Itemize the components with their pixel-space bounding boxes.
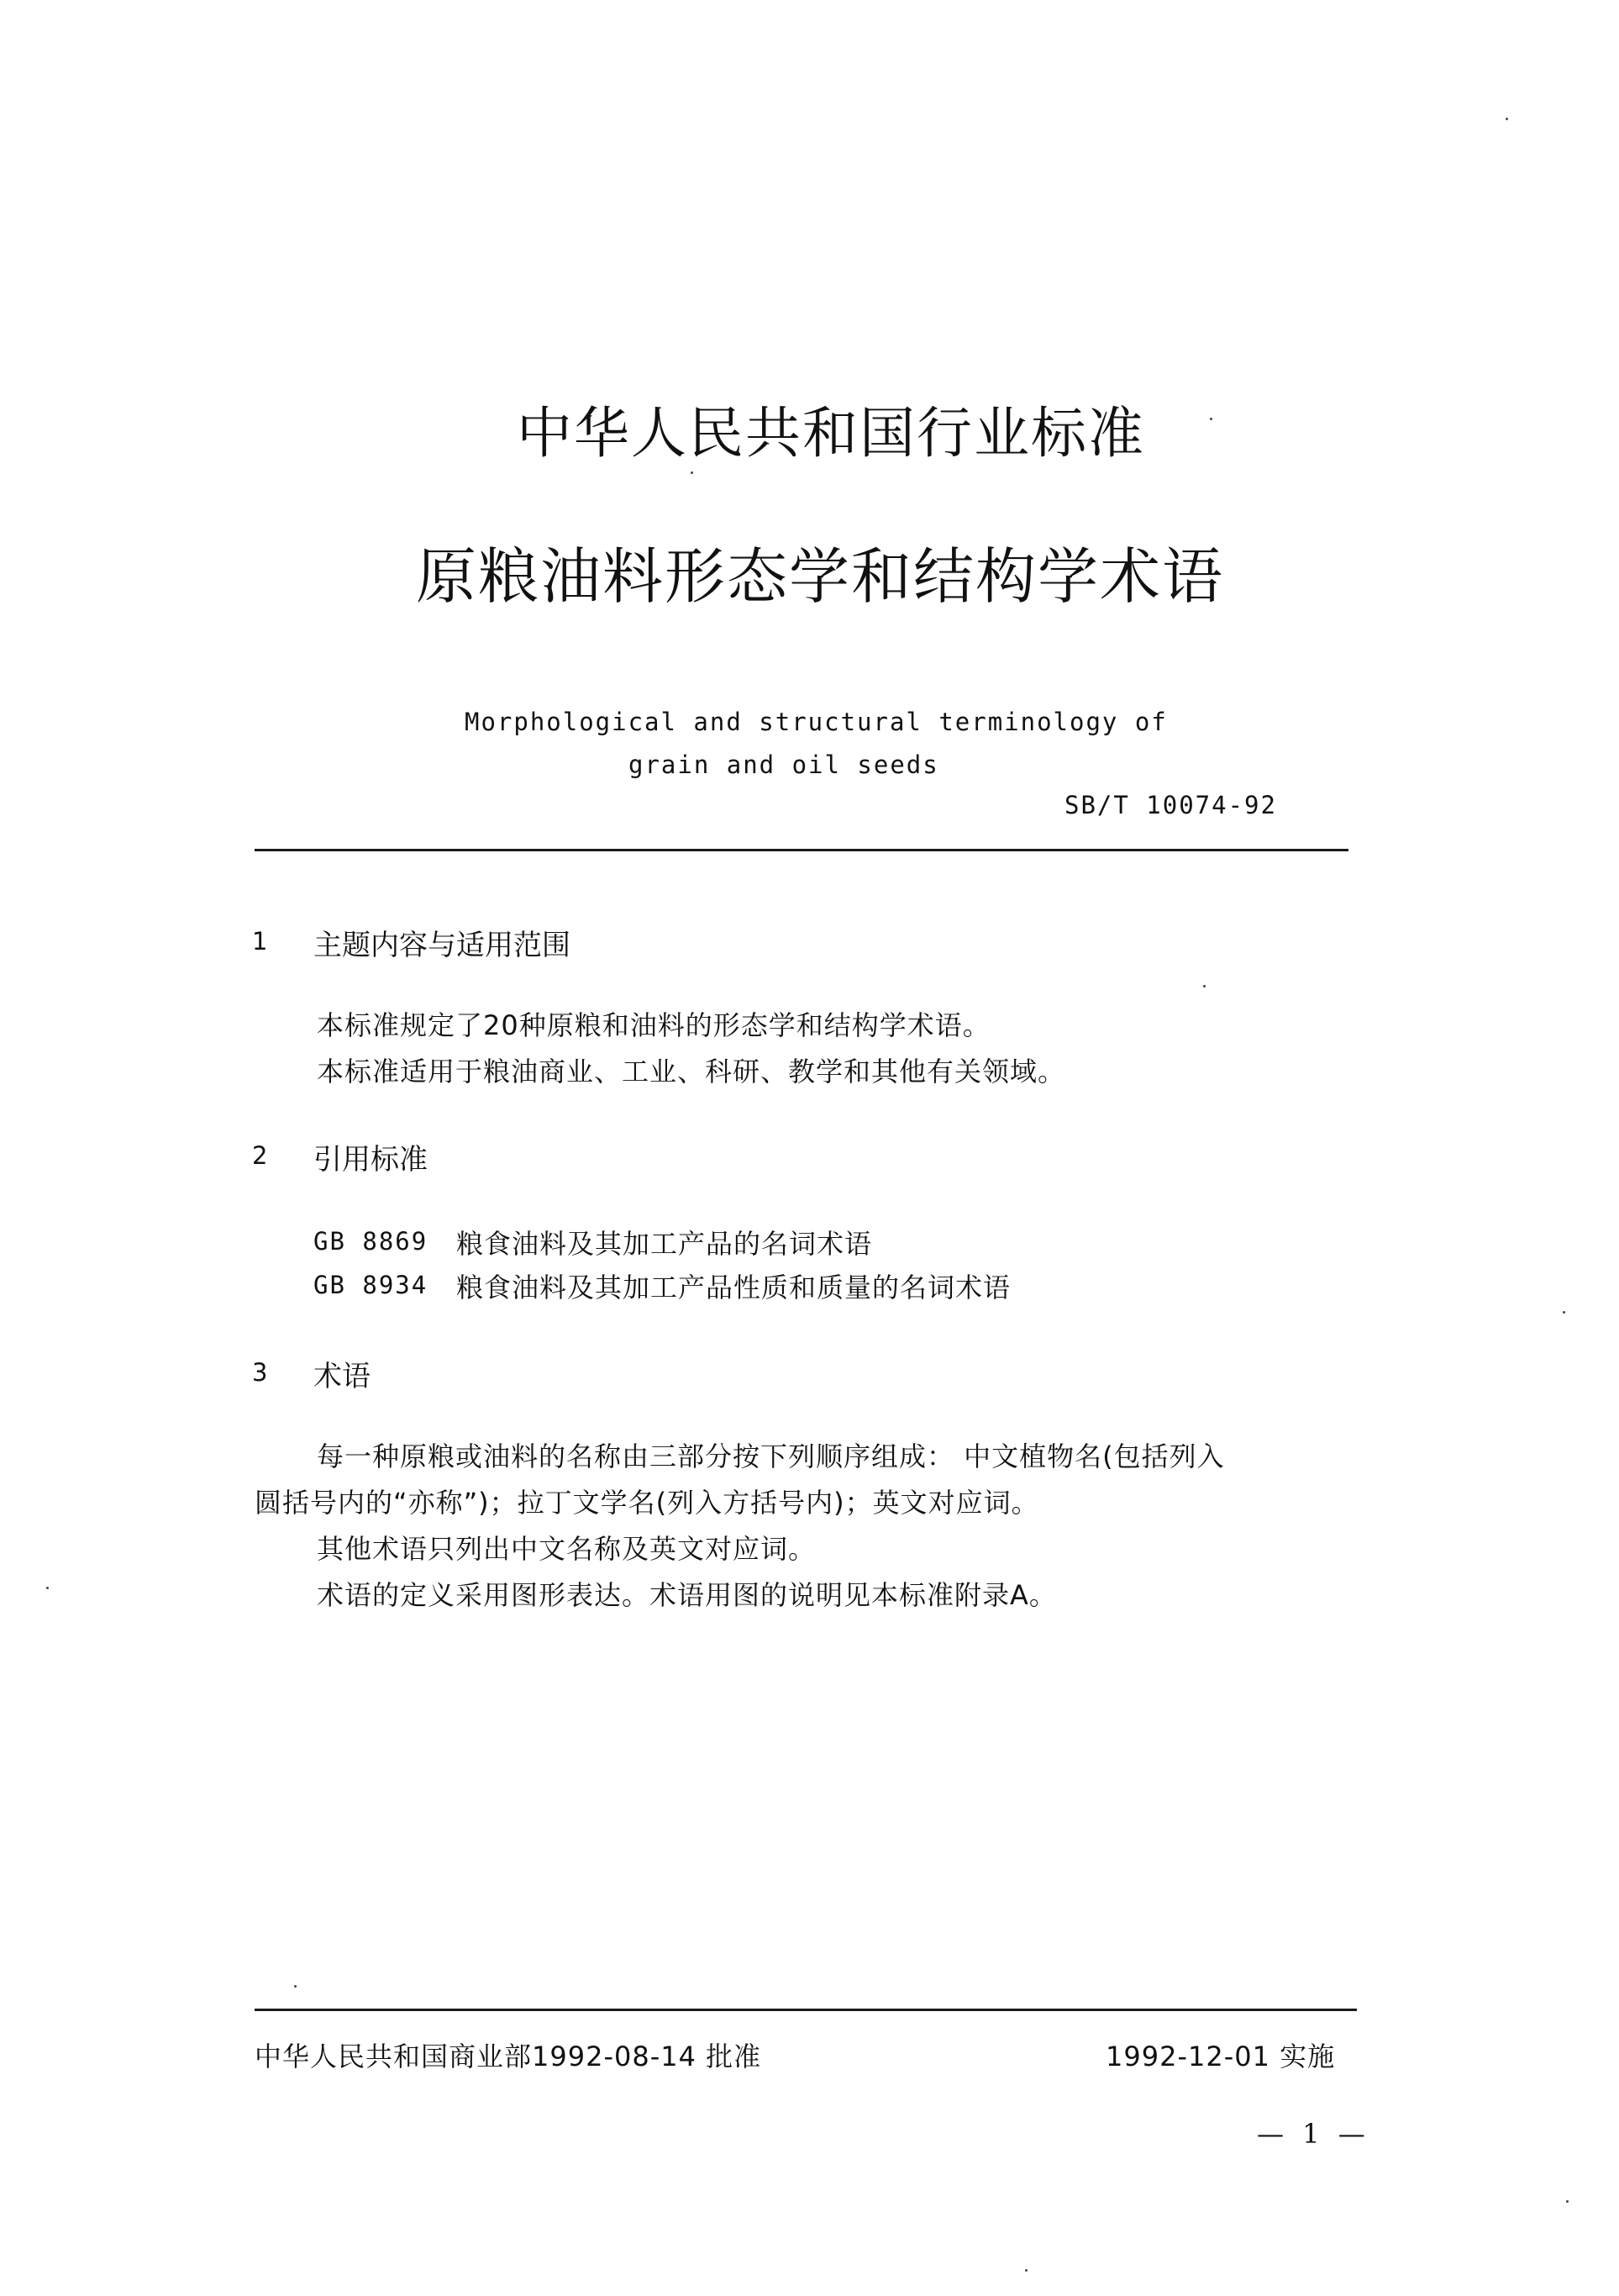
section-3-paragraph-1: 每一种原粮或油料的名称由三部分按下列顺序组成： 中文植物名(包括列入 — [317, 1440, 1225, 1472]
english-title-line-1: Morphological and structural terminology of — [465, 708, 1168, 736]
standard-body-title: 中华人民共和国行业标准 — [517, 401, 1145, 466]
section-1-paragraph-1: 本标准规定了20种原粮和油料的形态学和结构学术语。 — [317, 1009, 991, 1041]
section-3-paragraph-1-cont: 圆括号内的“亦称”)；拉丁文学名(列入方括号内)；英文对应词。 — [255, 1487, 1039, 1519]
section-3-heading: 术语 — [313, 1360, 371, 1393]
reference-2-title: 粮食油料及其加工产品性质和质量的名词术语 — [456, 1272, 1012, 1303]
scan-speck — [1025, 2269, 1028, 2272]
scan-speck — [1210, 418, 1212, 420]
reference-1-code: GB 8869 — [313, 1227, 428, 1256]
scan-speck — [1563, 1311, 1565, 1314]
section-3-paragraph-3: 术语的定义采用图形表达。术语用图的说明见本标准附录A。 — [317, 1579, 1057, 1611]
standard-code: SB/T 10074-92 — [1064, 791, 1277, 819]
section-1-paragraph-2: 本标准适用于粮油商业、工业、科研、教学和其他有关领域。 — [317, 1056, 1066, 1087]
scan-speck — [691, 471, 693, 474]
page-number: — 1 — — [1257, 2118, 1370, 2150]
section-1-number: 1 — [252, 927, 268, 956]
section-2-number: 2 — [252, 1141, 268, 1170]
implementation-date: 1992-12-01 实施 — [1106, 2041, 1336, 2072]
document-title: 原粮油料形态学和结构学术语 — [416, 541, 1225, 612]
section-2-heading: 引用标准 — [313, 1143, 428, 1177]
footer-divider — [255, 2009, 1357, 2011]
reference-1-title: 粮食油料及其加工产品的名词术语 — [456, 1228, 873, 1260]
reference-2-code: GB 8934 — [313, 1271, 428, 1299]
section-3-paragraph-2: 其他术语只列出中文名称及英文对应词。 — [317, 1533, 817, 1565]
approval-note: 中华人民共和国商业部1992-08-14 批准 — [255, 2041, 762, 2072]
header-divider — [255, 849, 1348, 851]
scan-speck — [1506, 118, 1508, 120]
scan-speck — [1566, 2200, 1569, 2203]
english-title-line-2: grain and oil seeds — [628, 750, 939, 779]
section-3-number: 3 — [252, 1358, 268, 1387]
section-1-heading: 主题内容与适用范围 — [313, 929, 570, 962]
scan-speck — [46, 1587, 49, 1589]
scan-speck — [294, 1985, 297, 1988]
scan-speck — [1203, 985, 1206, 987]
